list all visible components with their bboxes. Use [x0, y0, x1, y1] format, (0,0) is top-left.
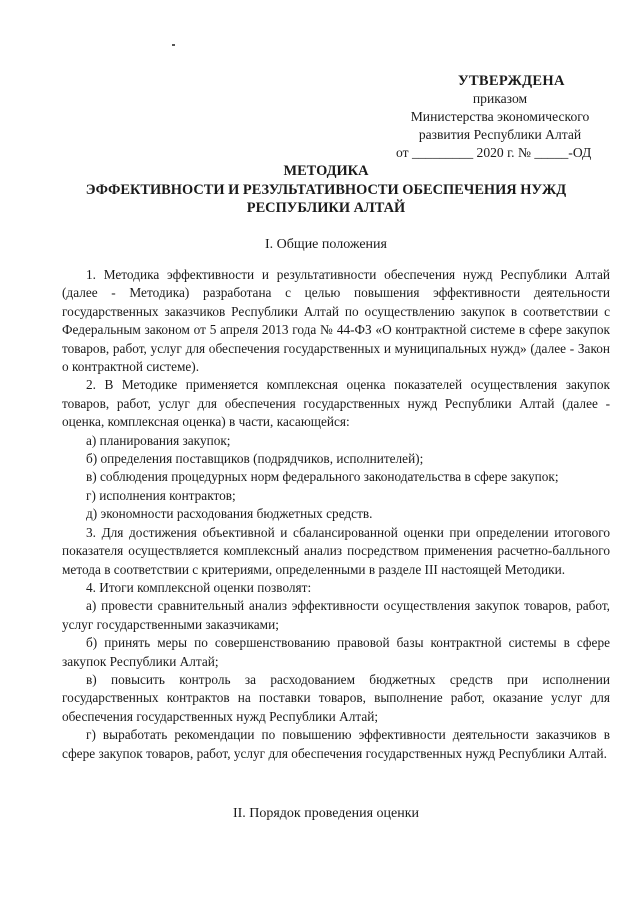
- approval-line-ministry: Министерства экономического: [410, 109, 590, 124]
- result-item-b: б) принять меры по совершенствованию правовой базы контрактной системы в сфере закупок Республики Алтай;: [62, 635, 610, 669]
- result-item-c: в) повысить контроль за расходованием бюджетных средств при исполнении государственных контрактов на поставки товаров, выполнение работ, оказание услуг для обеспечения государственных нужд Республики Алтай;: [62, 671, 610, 724]
- approval-line-region: развития Республики Алтай: [418, 127, 582, 142]
- list-item-a: а) планирования закупок;: [86, 432, 231, 448]
- section-heading-procedure: II. Порядок проведения оценки: [232, 806, 420, 821]
- title-line-1: МЕТОДИКА: [283, 163, 369, 179]
- list-item-c: в) соблюдения процедурных норм федерального законодательства в сфере закупок;: [86, 469, 559, 485]
- paragraph-2: 2. В Методике применяется комплексная оценка показателей осуществления закупок товаров, работ, услуг для обеспечения государственных нужд Республики Алтай (далее - оценка, комплексная оценка) в части, касающейся:: [62, 377, 610, 430]
- result-item-a: а) провести сравнительный анализ эффективности осуществления закупок товаров, работ, услуг государственными заказчиками;: [62, 598, 610, 632]
- approval-heading: УТВЕРЖДЕНА: [458, 73, 565, 89]
- result-item-d: г) выработать рекомендации по повышению эффективности деятельности заказчиков в сфере закупок товаров, работ, услуг для обеспечения государственных нужд Республики Алтай.: [62, 727, 610, 761]
- body-text: [62, 266, 610, 763]
- paragraph-1: 1. Методика эффективности и результативности обеспечения нужд Республики Алтай (далее - Методика) разработана с целью повышения эффективности деятельности государственных заказчиков Республики Алтай по осуществлению закупок в соответствии с Федеральным законом от 5 апреля 2013 года № 44-ФЗ «О контрактной системе в сфере закупок товаров, работ, услуг для обеспечения государственных и муниципальных нужд» (далее - Закон о контрактной системе).: [62, 267, 610, 375]
- approval-line-order: приказом: [472, 91, 528, 106]
- list-item-e: д) экономности расходования бюджетных средств.: [86, 506, 373, 522]
- title-line-3: РЕСПУБЛИКИ АЛТАЙ: [246, 200, 406, 216]
- title-line-2: ЭФФЕКТИВНОСТИ И РЕЗУЛЬТАТИВНОСТИ ОБЕСПЕЧЕНИЯ НУЖД: [85, 181, 567, 198]
- paragraph-4: 4. Итоги комплексной оценки позволят:: [86, 579, 312, 595]
- list-item-b: б) определения поставщиков (подрядчиков, исполнителей);: [86, 451, 424, 467]
- paragraph-3: 3. Для достижения объективной и сбалансированной оценки при определении итогового показателя осуществляется комплексный анализ посредством применения расчетно-балльного метода в соответствии с критериями, определенными в разделе III настоящей Методики.: [62, 524, 610, 577]
- approval-block: [388, 72, 612, 162]
- list-item-d: г) исполнения контрактов;: [86, 487, 236, 503]
- scan-artifact: [172, 44, 175, 46]
- approval-date-line: от _________ 2020 г. № _____-ОД: [396, 145, 592, 160]
- document-title: [40, 162, 612, 218]
- section-heading-general: I. Общие положения: [265, 237, 387, 252]
